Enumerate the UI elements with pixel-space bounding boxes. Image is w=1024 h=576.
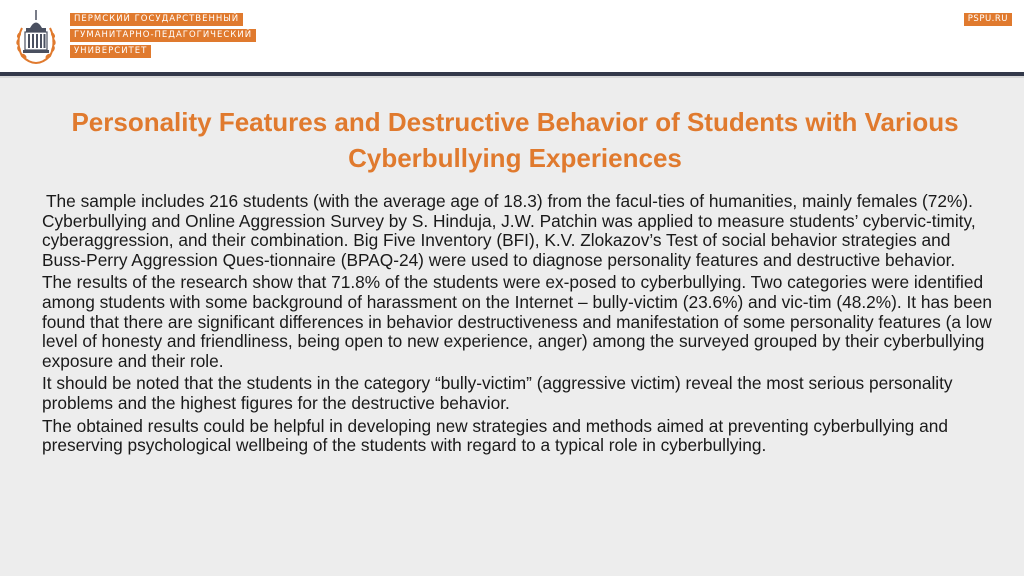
- slide-title: Personality Features and Destructive Behavior of Students with Various Cyberbullying Experiences: [71, 107, 959, 173]
- paragraph: The obtained results could be helpful in developing new strategies and methods aimed at preventing cyberbullying and preserving psychological wellbeing of the students with regard to a typical role in cyberbullying.: [42, 415, 948, 456]
- university-name-line: ГУМАНИТАРНО-ПЕДАГОГИЧЕСКИЙ: [70, 29, 256, 42]
- slide-body: [42, 192, 992, 459]
- university-name-line: УНИВЕРСИТЕТ: [70, 45, 151, 58]
- university-name-line: ПЕРМСКИЙ ГОСУДАРСТВЕННЫЙ: [70, 13, 243, 26]
- university-building-emblem-icon: [12, 8, 60, 64]
- site-link[interactable]: PSPU.RU: [964, 13, 1012, 26]
- university-name: [70, 13, 256, 61]
- paragraph: The sample includes 216 students (with the average age of 18.3) from the facul-ties of humanities, mainly females (72%). Cyberbullying and Online Aggression Survey by S. Hinduja, J.W. Patchin was applied to measure students’ cybervic-timity, cyberaggression, and their combination. Big Five Inventory (BFI), K.V. Zlokazov’s Test of social behavior strategies and Buss-Perry Aggression Ques-tionnaire (BPAQ-24) were used to diagnose personality features and destructive behavior.: [42, 191, 976, 270]
- header-divider-light: [0, 76, 1024, 78]
- paragraph: It should be noted that the students in the category “bully-victim” (aggressive victim) reveal the most serious personality problems and the highest figures for the destructive behavior.: [42, 373, 953, 413]
- header-bar: [0, 0, 1024, 72]
- paragraph: The results of the research show that 71.8% of the students were ex-posed to cyberbullying. Two categories were identified among students with some background of harassment on the Internet – bully-victim (23.6%) and vic-tim (48.2%). It has been found that there are significant differences in behavior destructiveness and manifestation of some personality features (a low level of honesty and friendliness, being open to new experience, anger) among the surveyed grouped by their cyberbullying exposure and their role.: [42, 272, 992, 371]
